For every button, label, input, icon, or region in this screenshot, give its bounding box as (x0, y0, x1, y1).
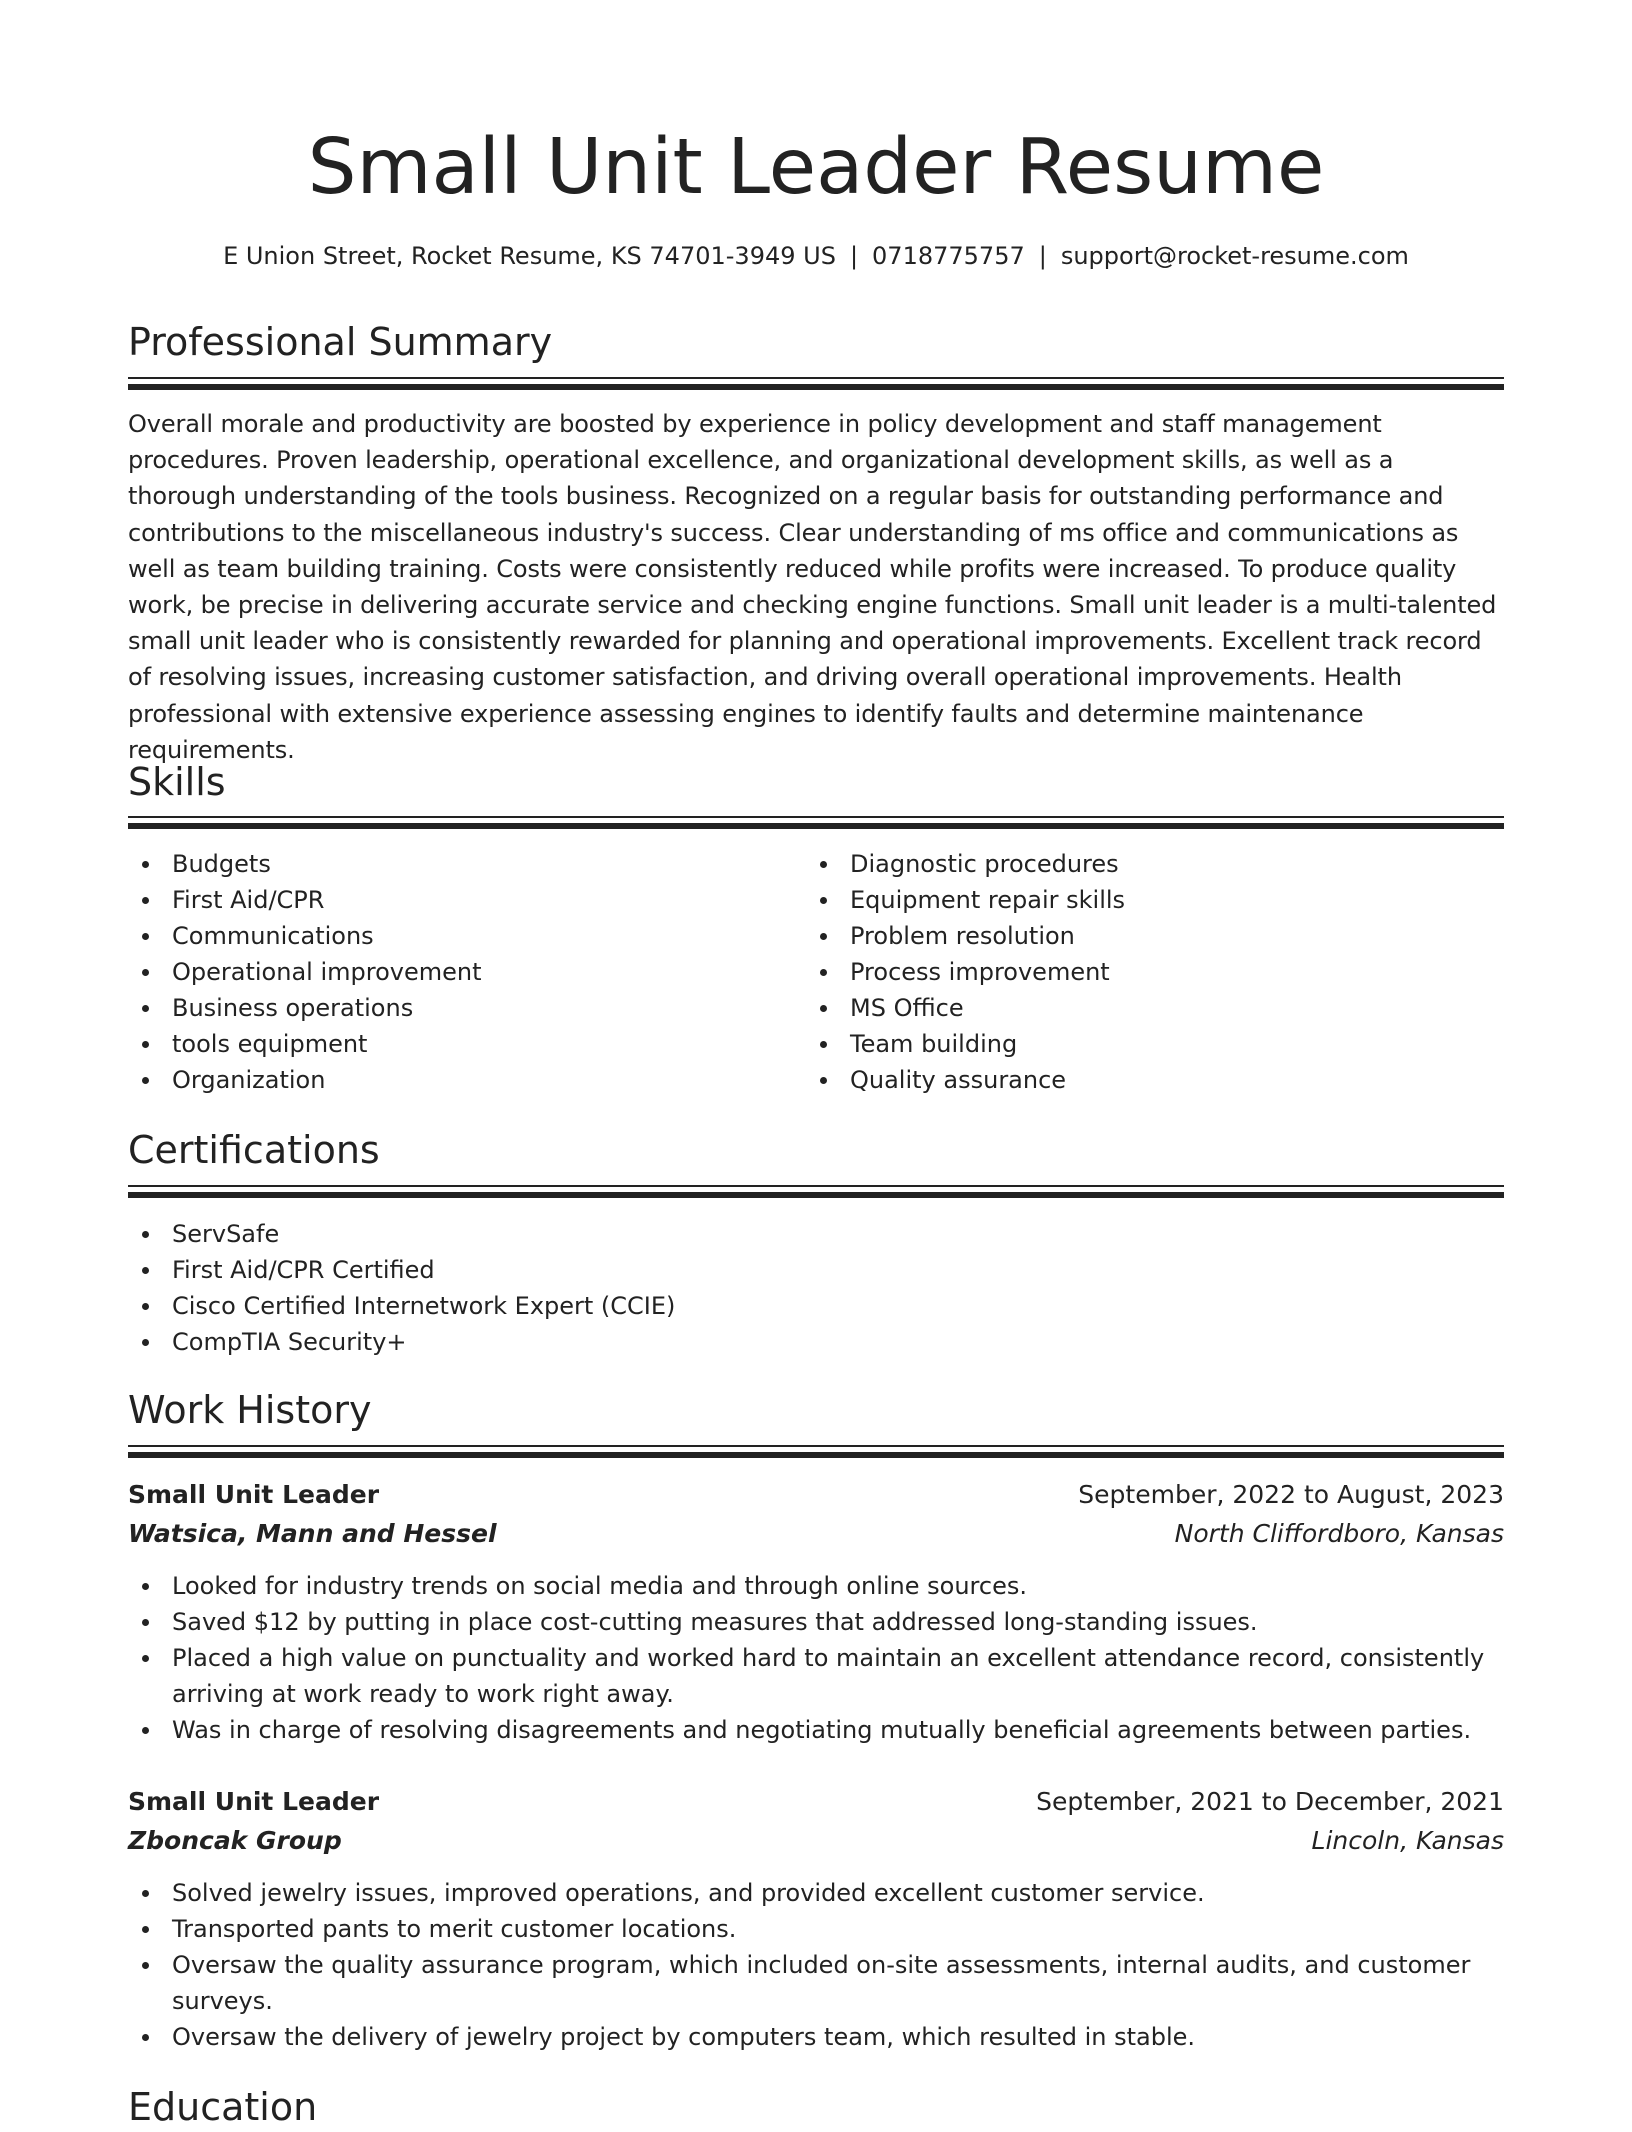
job-company: Zboncak Group (128, 1826, 342, 1855)
job-dates: September, 2022 to August, 2023 (1078, 1480, 1504, 1509)
list-item: MS Office (806, 990, 1466, 1026)
list-item: First Aid/CPR Certified (128, 1252, 1504, 1288)
list-item: Operational improvement (128, 954, 788, 990)
section-heading-work-history: Work History (128, 1388, 372, 1432)
list-item: Budgets (128, 846, 788, 882)
list-item: tools equipment (128, 1026, 788, 1062)
list-item: Transported pants to merit customer locations. (128, 1911, 1504, 1947)
job-company: Watsica, Mann and Hessel (128, 1519, 497, 1548)
section-heading-certifications: Certifications (128, 1128, 380, 1172)
job-location: Lincoln, Kansas (1311, 1826, 1504, 1855)
section-heading-summary: Professional Summary (128, 320, 553, 364)
job-title: Small Unit Leader (128, 1480, 380, 1509)
list-item: Was in charge of resolving disagreements and negotiating mutually beneficial agreements between parties. (128, 1712, 1504, 1748)
contact-line (128, 238, 1504, 274)
summary-text: Overall morale and productivity are boosted by experience in policy development and staff management procedures. Proven leadership, operational excellence, and organizational development skills, as well as a thorough understanding of the tools business. Recognized on a regular basis for outstanding performance and contributions to the miscellaneous industry's success. Clear understanding of ms office and communications as well as team building training. Costs were consistently reduced while profits were increased. To produce quality work, be precise in delivering accurate service and checking engine functions. Small unit leader is a multi-talented small unit leader who is consistently rewarded for planning and operational improvements. Excellent track record of resolving issues, increasing customer satisfaction, and driving overall operational improvements. Health professional with extensive experience assessing engines to identify faults and determine maintenance requirements. (128, 410, 1497, 764)
list-item: Quality assurance (806, 1062, 1466, 1098)
resume-title: Small Unit Leader Resume (307, 123, 1325, 212)
list-item: First Aid/CPR (128, 882, 788, 918)
contact-address: E Union Street, Rocket Resume, KS 74701-3949 US (223, 242, 836, 270)
list-item: Organization (128, 1062, 788, 1098)
list-item: Problem resolution (806, 918, 1466, 954)
list-item: Business operations (128, 990, 788, 1026)
list-item: Oversaw the delivery of jewelry project by computers team, which resulted in stable. (128, 2019, 1504, 2055)
list-item: Solved jewelry issues, improved operations, and provided excellent customer service. (128, 1875, 1504, 1911)
section-divider (128, 377, 1504, 391)
list-item: Looked for industry trends on social media and through online sources. (128, 1568, 1504, 1604)
job-bullets (128, 1568, 1504, 1748)
list-item: Cisco Certified Internetwork Expert (CCIE) (128, 1288, 1504, 1324)
certifications-list (128, 1216, 1504, 1360)
job-dates: September, 2021 to December, 2021 (1036, 1787, 1504, 1816)
contact-phone: 0718775757 (872, 242, 1025, 270)
contact-email[interactable]: support@rocket-resume.com (1060, 242, 1409, 270)
list-item: Placed a high value on punctuality and worked hard to maintain an excellent attendance record, consistently arriving at work ready to work right away. (128, 1640, 1504, 1712)
list-item: Oversaw the quality assurance program, which included on-site assessments, internal audits, and customer surveys. (128, 1947, 1504, 2019)
section-heading-education: Education (128, 2085, 318, 2129)
job-subheader (128, 1822, 1504, 1860)
job-title: Small Unit Leader (128, 1787, 380, 1816)
section-divider (128, 1185, 1504, 1199)
job-header (128, 1783, 1504, 1821)
contact-separator: | (1038, 242, 1047, 270)
list-item: Saved $12 by putting in place cost-cutting measures that addressed long-standing issues. (128, 1604, 1504, 1640)
section-heading-skills: Skills (128, 760, 226, 804)
list-item: Process improvement (806, 954, 1466, 990)
list-item: Team building (806, 1026, 1466, 1062)
list-item: Equipment repair skills (806, 882, 1466, 918)
list-item: CompTIA Security+ (128, 1324, 1504, 1360)
section-divider (128, 1445, 1504, 1459)
list-item: Diagnostic procedures (806, 846, 1466, 882)
skills-list-left (128, 846, 788, 1098)
job-subheader (128, 1515, 1504, 1553)
list-item: ServSafe (128, 1216, 1504, 1252)
skills-list-right (806, 846, 1466, 1098)
job-bullets (128, 1875, 1504, 2055)
job-location: North Cliffordboro, Kansas (1174, 1519, 1504, 1548)
contact-separator: | (849, 242, 859, 270)
job-header (128, 1476, 1504, 1514)
section-divider (128, 816, 1504, 830)
list-item: Communications (128, 918, 788, 954)
